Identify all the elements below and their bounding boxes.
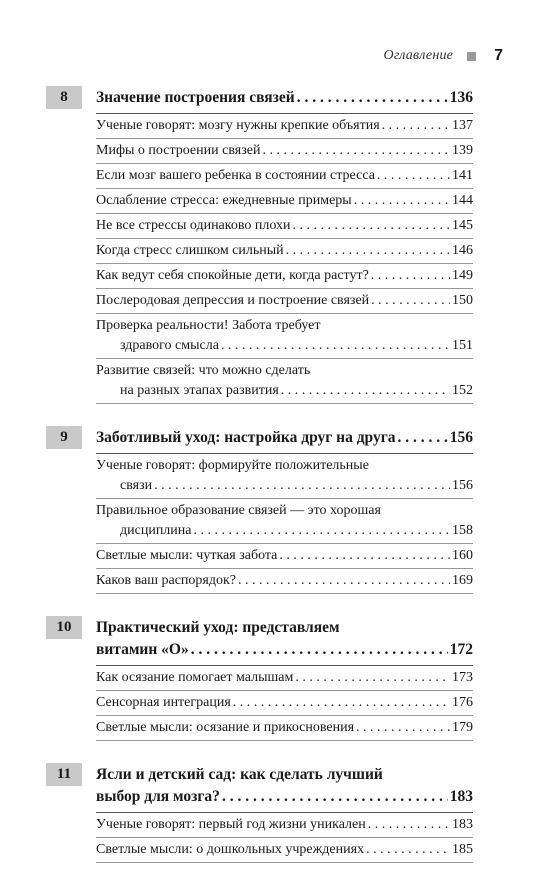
- entry-page-number: 176: [452, 695, 473, 710]
- dot-leader: [293, 216, 451, 236]
- entry-page-number: 149: [452, 268, 473, 283]
- chapter-page-number: 183: [449, 788, 473, 805]
- chapter-page-number: 156: [449, 429, 473, 446]
- entry-title: на разных этапах развития: [120, 383, 279, 398]
- entry-page-number: 151: [452, 338, 473, 353]
- toc-entry[interactable]: [96, 214, 473, 239]
- dot-leader: [222, 786, 448, 808]
- page-number: 7: [494, 47, 503, 64]
- toc-entry[interactable]: [96, 716, 473, 741]
- toc-entry[interactable]: [96, 569, 473, 594]
- chapter-block: [46, 614, 473, 741]
- chapter-page-number: 172: [449, 641, 473, 658]
- entry-title: здравого смысла: [120, 338, 219, 353]
- chapter-title[interactable]: [96, 424, 473, 453]
- running-head: [384, 46, 503, 66]
- entry-page-number: 160: [452, 548, 473, 563]
- dot-leader: [371, 291, 450, 311]
- dot-leader: [295, 668, 450, 688]
- toc-entry[interactable]: [96, 499, 473, 544]
- chapter-title-text: Заботливый уход: настройка друг на друга: [96, 429, 396, 446]
- entry-page-number: 139: [452, 143, 473, 158]
- entry-page-number: 146: [452, 243, 473, 258]
- entry-title: Как ведут себя спокойные дети, когда растут?: [96, 268, 369, 283]
- toc-entry[interactable]: [96, 189, 473, 214]
- entry-title: Как осязание помогает малышам: [96, 670, 294, 685]
- entry-list: [96, 453, 473, 594]
- entry-title: Светлые мысли: о дошкольных учреждениях: [96, 842, 365, 857]
- chapter-title[interactable]: [96, 84, 473, 113]
- toc-entry[interactable]: [96, 114, 473, 139]
- entry-title: Ученые говорят: первый год жизни уникален: [96, 817, 366, 832]
- chapter-block: [46, 424, 473, 594]
- entry-page-number: 141: [452, 168, 473, 183]
- entry-list: [96, 812, 473, 863]
- chapter-title-line: Практический уход: представляем: [96, 619, 340, 636]
- dot-leader: [286, 241, 450, 261]
- chapter-title[interactable]: [96, 614, 473, 665]
- dot-leader: [382, 116, 450, 136]
- toc-entry[interactable]: [96, 838, 473, 863]
- toc-entry[interactable]: [96, 359, 473, 404]
- dot-leader: [354, 191, 450, 211]
- entry-page-number: 169: [452, 573, 473, 588]
- entry-title: Послеродовая депрессия и построение связей: [96, 293, 370, 308]
- chapter-block: [46, 761, 473, 863]
- entry-page-number: 152: [452, 383, 473, 398]
- chapter-title[interactable]: [96, 761, 473, 812]
- entry-page-number: 145: [452, 218, 473, 233]
- toc-entry[interactable]: [96, 666, 473, 691]
- entry-page-number: 158: [452, 523, 473, 538]
- entry-page-number: 156: [452, 478, 473, 493]
- chapter-page-number: 136: [449, 89, 473, 106]
- entry-title: Каков ваш распорядок?: [96, 573, 236, 588]
- entry-title: дисциплина: [120, 523, 192, 538]
- entry-page-number: 185: [452, 842, 473, 857]
- chapter-title-line: Ясли и детский сад: как сделать лучший: [96, 766, 383, 783]
- entry-title: связи: [120, 478, 153, 493]
- entry-page-number: 183: [452, 817, 473, 832]
- entry-title: Мифы о построении связей: [96, 143, 261, 158]
- entry-page-number: 173: [452, 670, 473, 685]
- dot-leader: [191, 639, 448, 661]
- entry-title: Не все стрессы одинаково плохи: [96, 218, 291, 233]
- entry-title-line: Правильное образование связей — это хорошая: [96, 503, 381, 518]
- chapter-number-badge: 9: [46, 426, 82, 449]
- entry-list: [96, 665, 473, 741]
- dot-leader: [262, 141, 450, 161]
- square-ornament-icon: [467, 52, 476, 61]
- toc-entry[interactable]: [96, 691, 473, 716]
- dot-leader: [377, 166, 450, 186]
- entry-list: [96, 113, 473, 404]
- table-of-contents: [46, 84, 473, 883]
- entry-title-line: Ученые говорят: формируйте положительные: [96, 458, 369, 473]
- chapter-title-text: витамин «О»: [96, 641, 189, 658]
- entry-page-number: 137: [452, 118, 473, 133]
- chapter-number-badge: 10: [46, 616, 82, 639]
- dot-leader: [371, 266, 450, 286]
- dot-leader: [154, 476, 450, 496]
- dot-leader: [356, 718, 450, 738]
- entry-title: Сенсорная интеграция: [96, 695, 231, 710]
- entry-title-line: Проверка реальности! Забота требует: [96, 318, 321, 333]
- entry-title: Светлые мысли: чуткая забота: [96, 548, 278, 563]
- entry-title: Светлые мысли: осязание и прикосновения: [96, 720, 355, 735]
- dot-leader: [398, 427, 448, 449]
- entry-page-number: 150: [452, 293, 473, 308]
- entry-title: Ослабление стресса: ежедневные примеры: [96, 193, 352, 208]
- dot-leader: [279, 546, 450, 566]
- toc-entry[interactable]: [96, 544, 473, 569]
- toc-entry[interactable]: [96, 454, 473, 499]
- entry-page-number: 179: [452, 720, 473, 735]
- section-title: Оглавление: [383, 48, 454, 63]
- entry-page-number: 144: [452, 193, 473, 208]
- dot-leader: [368, 815, 450, 835]
- dot-leader: [238, 571, 450, 591]
- dot-leader: [233, 693, 450, 713]
- dot-leader: [297, 87, 448, 109]
- toc-entry[interactable]: [96, 289, 473, 314]
- chapter-number-badge: 8: [46, 86, 82, 109]
- entry-title-line: Развитие связей: что можно сделать: [96, 363, 311, 378]
- chapter-block: [46, 84, 473, 404]
- toc-entry[interactable]: [96, 314, 473, 359]
- toc-entry[interactable]: [96, 239, 473, 264]
- entry-title: Ученые говорят: мозгу нужны крепкие объятия: [96, 118, 380, 133]
- toc-entry[interactable]: [96, 264, 473, 289]
- entry-title: Если мозг вашего ребенка в состоянии стресса: [96, 168, 375, 183]
- chapter-title-text: Значение построения связей: [96, 89, 295, 106]
- chapter-title-text: выбор для мозга?: [96, 788, 220, 805]
- dot-leader: [221, 336, 450, 356]
- toc-entry[interactable]: [96, 164, 473, 189]
- entry-title: Когда стресс слишком сильный: [96, 243, 284, 258]
- toc-entry[interactable]: [96, 813, 473, 838]
- dot-leader: [194, 521, 451, 541]
- dot-leader: [366, 840, 450, 860]
- dot-leader: [281, 381, 450, 401]
- chapter-number-badge: 11: [46, 763, 82, 786]
- toc-entry[interactable]: [96, 139, 473, 164]
